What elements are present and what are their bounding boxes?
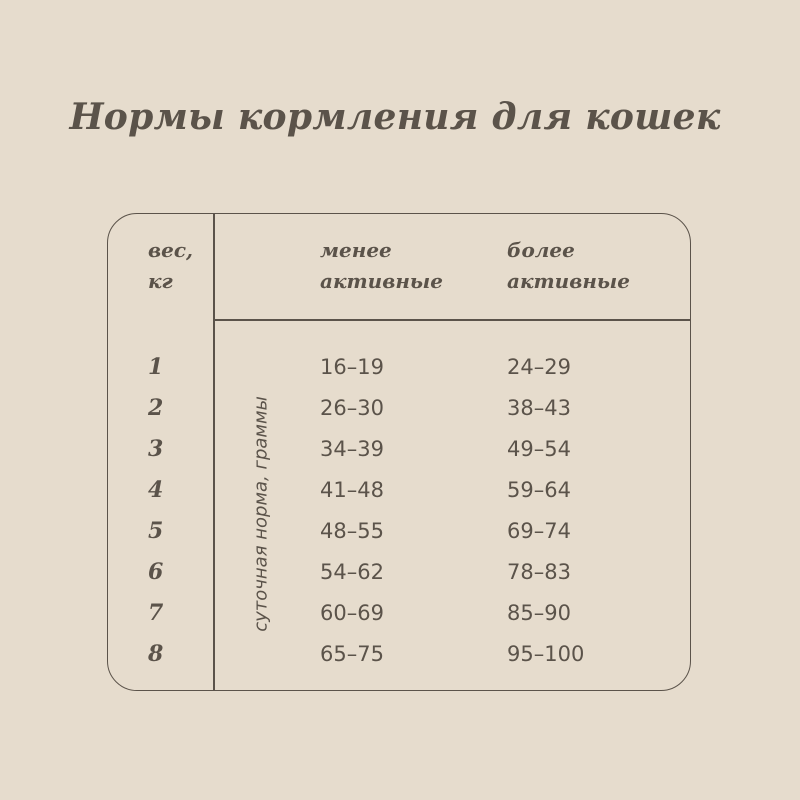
more-active-cell: 49–54 (507, 437, 571, 461)
header-less-active-line-2: активные (320, 269, 443, 293)
less-active-cell: 41–48 (320, 478, 384, 502)
weight-cell: 7 (148, 600, 164, 626)
weight-cell: 8 (148, 641, 164, 667)
table-row (108, 593, 690, 634)
more-active-cell: 95–100 (507, 642, 585, 666)
header-weight-line-2: кг (148, 269, 173, 293)
table-row (108, 347, 690, 388)
weight-cell: 6 (148, 559, 164, 585)
table-row (108, 634, 690, 675)
more-active-cell: 38–43 (507, 396, 571, 420)
weight-cell: 3 (148, 436, 164, 462)
table-row (108, 470, 690, 511)
less-active-cell: 60–69 (320, 601, 384, 625)
header-weight (148, 235, 193, 297)
weight-cell: 2 (148, 395, 164, 421)
weight-cell: 4 (148, 477, 164, 503)
less-active-cell: 65–75 (320, 642, 384, 666)
table-row (108, 511, 690, 552)
less-active-cell: 34–39 (320, 437, 384, 461)
header-more-active-line-2: активные (507, 269, 630, 293)
more-active-cell: 85–90 (507, 601, 571, 625)
page-title: Нормы кормления для кошек (69, 96, 721, 138)
more-active-cell: 24–29 (507, 355, 571, 379)
more-active-cell: 59–64 (507, 478, 571, 502)
header-less-active-line-1: менее (320, 238, 392, 262)
weight-cell: 1 (148, 354, 164, 380)
table-body (108, 347, 690, 675)
more-active-cell: 78–83 (507, 560, 571, 584)
weight-cell: 5 (148, 518, 164, 544)
more-active-cell: 69–74 (507, 519, 571, 543)
less-active-cell: 48–55 (320, 519, 384, 543)
feeding-table (107, 213, 691, 691)
header-more-active (507, 235, 630, 297)
header-less-active (320, 235, 443, 297)
less-active-cell: 16–19 (320, 355, 384, 379)
less-active-cell: 54–62 (320, 560, 384, 584)
less-active-cell: 26–30 (320, 396, 384, 420)
table-row (108, 552, 690, 593)
header-more-active-line-1: более (507, 238, 575, 262)
table-row (108, 429, 690, 470)
table-row (108, 388, 690, 429)
daily-norm-label: суточная норма, граммы (250, 396, 272, 632)
header-divider (213, 319, 690, 321)
header-weight-line-1: вес, (148, 238, 193, 262)
